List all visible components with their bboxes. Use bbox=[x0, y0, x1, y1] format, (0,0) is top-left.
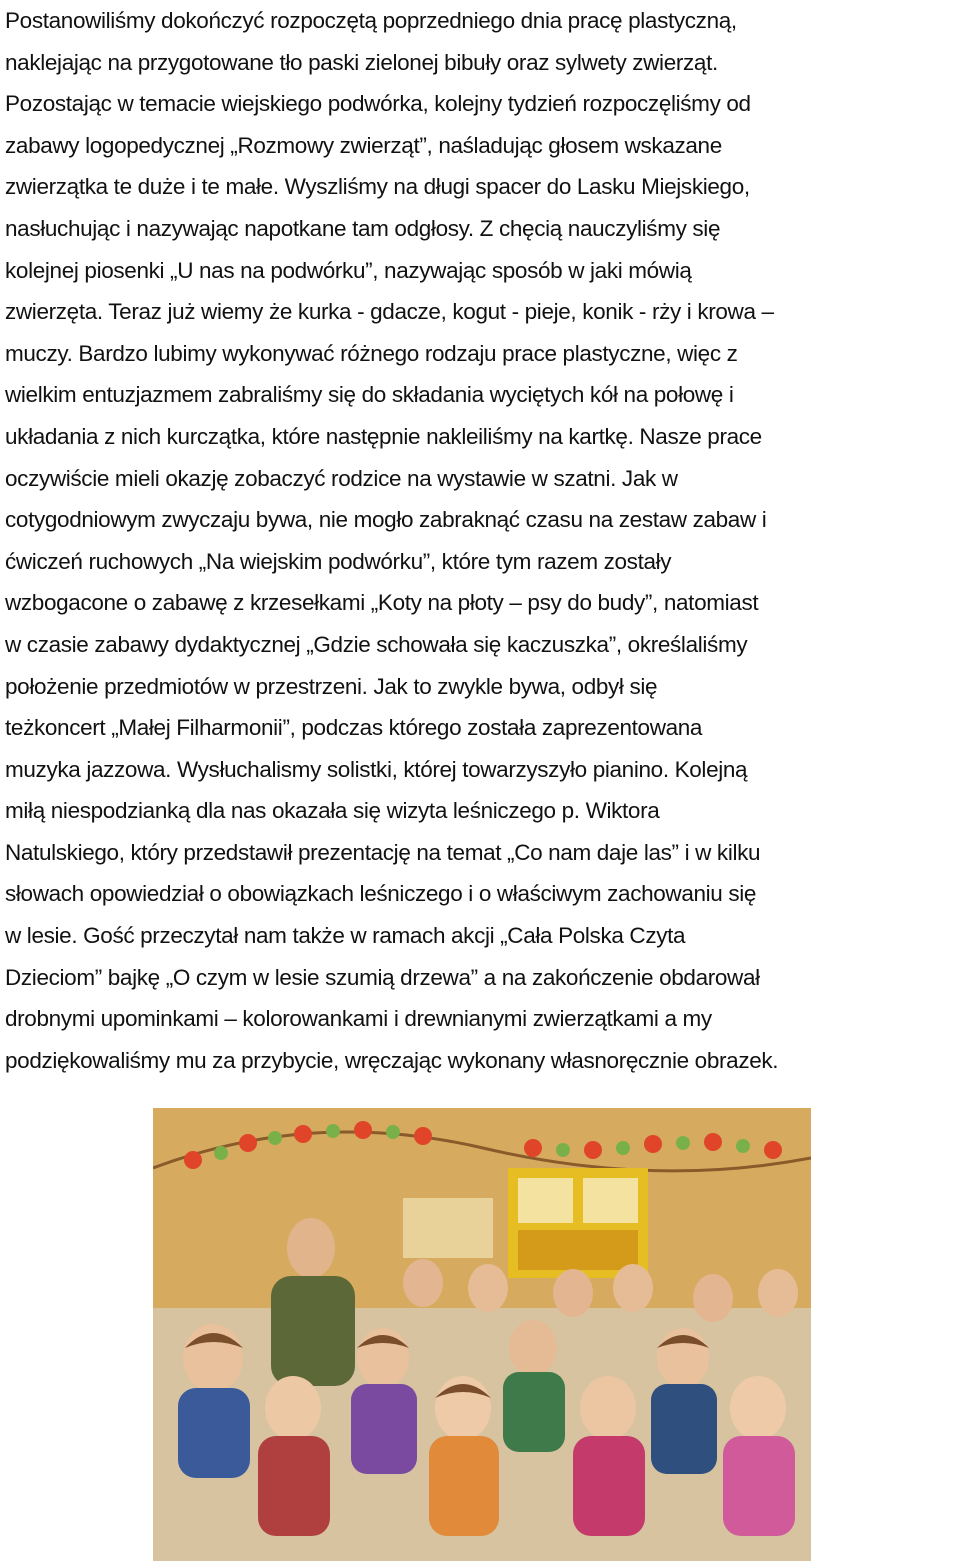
group-photo bbox=[153, 1108, 811, 1561]
text-line: w czasie zabawy dydaktycznej „Gdzie schowała się kaczuszka”, określaliśmy bbox=[5, 631, 748, 657]
text-line: układania z nich kurczątka, które następnie nakleiliśmy na kartkę. Nasze prace bbox=[5, 423, 762, 449]
text-line: kolejnej piosenki „U nas na podwórku”, nazywając sposób w jaki mówią bbox=[5, 257, 692, 283]
text-line: Natulskiego, który przedstawił prezentację na temat „Co nam daje las” i w kilku bbox=[5, 839, 761, 865]
text-line: Pozostając w temacie wiejskiego podwórka, kolejny tydzień rozpoczęliśmy od bbox=[5, 91, 751, 117]
text-line: muczy. Bardzo lubimy wykonywać różnego rodzaju prace plastyczne, więc z bbox=[5, 340, 738, 366]
text-line: naklejając na przygotowane tło paski zielonej bibuły oraz sylwety zwierząt. bbox=[5, 49, 718, 75]
text-line: zwierzątka te duże i te małe. Wyszliśmy na długi spacer do Lasku Miejskiego, bbox=[5, 174, 750, 200]
text-line: Dzieciom” bajkę „O czym w lesie szumią drzewa” a na zakończenie obdarował bbox=[5, 964, 760, 990]
text-line: cotygodniowym zwyczaju bywa, nie mogło zabraknąć czasu na zestaw zabaw i bbox=[5, 507, 767, 533]
text-line: miłą niespodzianką dla nas okazała się wizyta leśniczego p. Wiktora bbox=[5, 798, 660, 824]
text-line: zabawy logopedycznej „Rozmowy zwierząt”, naśladując głosem wskazane bbox=[5, 132, 722, 158]
text-line: w lesie. Gość przeczytał nam także w ramach akcji „Cała Polska Czyta bbox=[5, 923, 686, 949]
text-line: zwierzęta. Teraz już wiemy że kurka - gdacze, kogut - pieje, konik - rży i krowa – bbox=[5, 299, 774, 325]
text-line: ćwiczeń ruchowych „Na wiejskim podwórku”, które tym razem zostały bbox=[5, 548, 672, 574]
group-photo-icon bbox=[153, 1108, 811, 1561]
text-line: muzyka jazzowa. Wysłuchalismy solistki, której towarzyszyło pianino. Kolejną bbox=[5, 756, 748, 782]
text-line: Postanowiliśmy dokończyć rozpoczętą poprzedniego dnia pracę plastyczną, bbox=[5, 8, 737, 33]
text-line: podziękowaliśmy mu za przybycie, wręczając wykonany własnoręcznie obrazek. bbox=[5, 1047, 779, 1073]
text-line: wielkim entuzjazmem zabraliśmy się do składania wyciętych kół na połowę i bbox=[5, 382, 734, 408]
text-line: teżkoncert „Małej Filharmonii”, podczas którego została zaprezentowana bbox=[5, 715, 703, 741]
text-line: słowach opowiedział o obowiązkach leśniczego i o właściwym zachowaniu się bbox=[5, 881, 757, 907]
text-line: drobnymi upominkami – kolorowankami i drewnianymi zwierzątkami a my bbox=[5, 1006, 712, 1032]
text-line: wzbogacone o zabawę z krzesełkami „Koty na płoty – psy do budy”, natomiast bbox=[5, 590, 759, 616]
text-line: oczywiście mieli okazję zobaczyć rodzice na wystawie w szatni. Jak w bbox=[5, 465, 678, 491]
article-text bbox=[5, 0, 958, 1081]
text-line: nasłuchując i nazywając napotkane tam odgłosy. Z chęcią nauczyliśmy się bbox=[5, 215, 721, 241]
text-line: położenie przedmiotów w przestrzeni. Jak to zwykle bywa, odbył się bbox=[5, 673, 658, 699]
